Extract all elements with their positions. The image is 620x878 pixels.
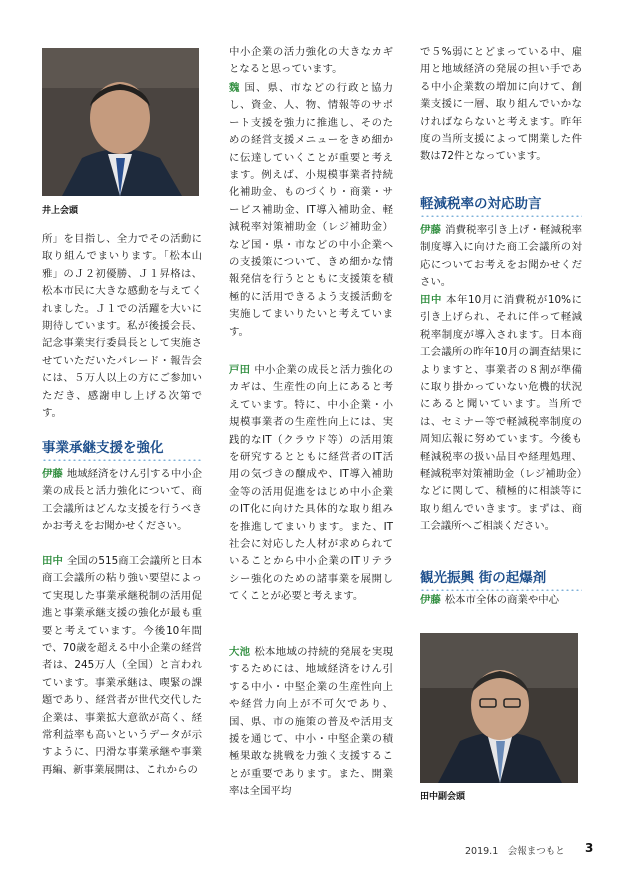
col3-question-2 <box>420 222 582 292</box>
col2-block-toda <box>229 362 393 606</box>
page-number: 3 <box>585 841 594 855</box>
heading-rule-2 <box>420 215 582 217</box>
speaker-oike: 大池 <box>229 646 251 658</box>
col1-text-1: 所」を目指し、全力でその活動に取り組んでまいります。「松本山雅」のＪ２初優勝、Ｊ１昇格は、松本市民に大きな感動を与えてくれました。Ｊ１での活躍を大いに期待しています。私が後援会長、記念事業実行委員長として実施させていただいたパレード・報告会には、５万人以上の方にご参加いただき、感謝申し上げる次第です。 <box>42 233 202 420</box>
heading-tourism: 観光振興 街の起爆剤 <box>420 570 547 586</box>
speaker-ito: 伊藤 <box>42 468 63 480</box>
inoue-caption: 井上会頭 <box>42 206 79 216</box>
heading-rule-1 <box>42 459 202 461</box>
tanaka-caption: 田中副会頭 <box>420 792 466 802</box>
speaker-ito-3: 伊藤 <box>420 594 441 606</box>
block-toda-text: 中小企業の成長と活力強化のカギは、生産性の向上にあると考えています。特に、中小企業・小規模事業者の生産性向上には、実践的なIT（クラウド等）の活用策を研究するとともに経営者のIT活用の気づきの醸成や、IT導入補助金等の活用促進をはじめ中小企業のIT化に向けた具体的な取り組みを推進してまいります。また、IT社会に対応した人材が求められていることから中小企業のITリテラシー強化のための諸事業を展開してくことが必要と考えます。 <box>229 364 394 603</box>
speaker-tanaka-2: 田中 <box>420 294 443 306</box>
col3-question-3 <box>420 592 582 609</box>
question-2-text: 消費税率引き上げ・軽減税率制度導入に向けた商工会議所の対応についてお考えをお聞かせください。 <box>420 224 583 289</box>
block-oike-text: 松本地域の持続的発展を実現するためには、地域経済をけん引する中小・中堅企業の生産性向上や経営力向上が不可欠であり、国、県、市の施策の普及や活用支援を通じて、中小・中堅企業の積極果敢な挑戦を力強く支援することが重要であります。また、開業率は全国平均 <box>229 646 394 798</box>
col2-para-1 <box>229 44 393 79</box>
col2-text-1: 中小企業の活力強化の大きなカギとなると思っています。 <box>229 46 393 76</box>
col3-answer-2 <box>420 292 582 536</box>
inoue-photo <box>42 48 199 196</box>
tanaka-photo <box>420 633 578 783</box>
speaker-tanaka: 田中 <box>42 555 63 567</box>
col3-para-1 <box>420 44 582 166</box>
heading-business-succession: 事業承継支援を強化 <box>42 440 164 456</box>
speaker-wei: 魏 <box>229 82 241 94</box>
heading-rule-3 <box>420 589 582 591</box>
footer-issue: 2019.1 会報まつもと <box>465 846 565 857</box>
speaker-toda: 戸田 <box>229 364 251 376</box>
heading-reduced-tax: 軽減税率の対応助言 <box>420 196 542 212</box>
speaker-ito-2: 伊藤 <box>420 224 442 236</box>
question-1-text: 地域経済をけん引する中小企業の成長と活力強化について、商工会議所はどんな支援を行うべきかお考えをお聞かせください。 <box>42 468 203 533</box>
block-wei-text: 国、県、市などの行政と協力し、資金、人、物、情報等のサポート支援を強力に推進し、そのための経営支援メニューをきめ細かに伝達していくことが重要と考えます。例えば、小規模事業者持続化補助金、ものづくり・商業・サービス補助金、IT導入補助金、軽減税率対策補助金（レジ補助金）など国・県・市などの中小企業への支援策について、きめ細かな情報発信を行うとともに支援策を積極的に活用できるよう支援活動を実施してまいりたいと考えています。 <box>229 82 394 338</box>
col1-answer-1 <box>42 553 202 779</box>
col1-question-1 <box>42 466 202 536</box>
answer-1-text: 全国の515商工会議所と日本商工会議所の粘り強い要望によって実現した事業承継税制の活用促進と事業承継支援の強化が最も重要と考えています。今後10年間で、70歳を超える中小企業の経営者は、245万人（全国）と言われています。事業承継は、喫緊の課題であり、経営者が世代交代した企業は、事業拡大意欲が高く、経常利益率も高いというデータが示すように、円滑な事業承継や事業再編、新事業展開は、これからの <box>42 555 202 776</box>
col1-para-1 <box>42 231 202 422</box>
col2-block-wei <box>229 80 393 341</box>
question-3-text: 松本市全体の商業や中心 <box>444 594 560 606</box>
col2-block-oike <box>229 644 393 801</box>
col3-text-1: で５%弱にとどまっている中、雇用と地域経済の発展の担い手である中小企業数の増加に向けて、創業支援に一層、取り組んでいかなければならないと考えます。昨年度の当所支援によって開業した件数は72件となっています。 <box>420 46 582 163</box>
answer-2-text: 本年10月に消費税が10%に引き上げられ、それに伴って軽減税率制度が導入されます。日本商工会議所の昨年10月の調査結果によりますと、事業者の８割が準備に取り掛かっていない危機的状況にあると聞いています。当所では、セミナー等で軽減税率制度の周知広報に努めています。今後も軽減税率の扱い品目や経理処理、軽減税率対策補助金（レジ補助金）などに関して、積極的に相談等に取り組んでいきます。まずは、商工会議所へご相談ください。 <box>420 294 582 533</box>
